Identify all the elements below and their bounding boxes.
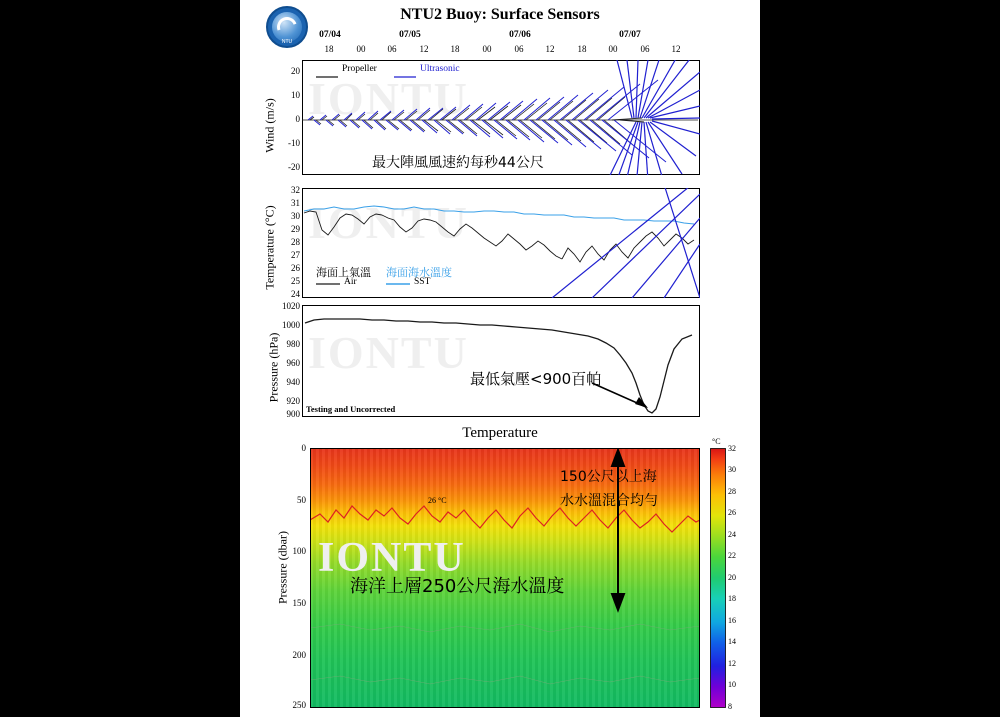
wind-ytick-0: 0 <box>295 114 300 124</box>
colorbar-tick-16: 16 <box>728 616 736 625</box>
hour-label-3: 12 <box>419 44 429 54</box>
wind-annotation: 最大陣風風速約每秒44公尺 <box>372 155 544 171</box>
pressure-annotation: 最低氣壓<900百帕 <box>470 370 602 388</box>
pressure-ytick-940: 940 <box>286 377 300 387</box>
wind-ytick-20: 20 <box>291 66 300 76</box>
temp-ytick-25: 25 <box>291 276 300 286</box>
colorbar-tick-32: 32 <box>728 444 736 453</box>
wind-legend-ultrasonic: Ultrasonic <box>420 64 460 74</box>
watermark-temp: IONTU <box>308 197 469 248</box>
logo-text: NTU <box>281 39 293 45</box>
contour-label-26c: 26 °C <box>428 496 447 505</box>
pressure-ytick-920: 920 <box>286 396 300 406</box>
date-label-1: 07/05 <box>399 30 421 40</box>
watermark-wind: IONTU <box>308 73 469 124</box>
hour-label-10: 06 <box>640 44 650 54</box>
ocean-ytick-200: 200 <box>292 650 306 660</box>
pressure-ytick-900: 900 <box>286 409 300 419</box>
colorbar-tick-12: 12 <box>728 659 736 668</box>
temp-ytick-26: 26 <box>291 263 300 273</box>
ocean-ytick-50: 50 <box>297 495 306 505</box>
ocean-ytick-250: 250 <box>292 700 306 710</box>
pressure-y-axis-label: Pressure (hPa) <box>266 332 281 403</box>
pressure-plot <box>302 305 700 417</box>
colorbar-tick-30: 30 <box>728 465 736 474</box>
colorbar <box>710 448 726 708</box>
temp-legend-air: Air <box>344 277 357 287</box>
colorbar-tick-24: 24 <box>728 530 736 539</box>
colorbar-tick-18: 18 <box>728 594 736 603</box>
figure-page <box>240 0 760 717</box>
colorbar-tick-28: 28 <box>728 487 736 496</box>
temp-ytick-29: 29 <box>291 224 300 234</box>
ocean-ytick-100: 100 <box>292 546 306 556</box>
wind-y-axis-label: Wind (m/s) <box>262 98 277 153</box>
temp-legend-sst-cjk: 海面海水溫度 <box>386 266 452 279</box>
hour-label-4: 18 <box>450 44 460 54</box>
hour-label-7: 12 <box>545 44 555 54</box>
hour-label-8: 18 <box>577 44 587 54</box>
page-title: NTU2 Buoy: Surface Sensors <box>400 6 600 23</box>
hour-label-11: 12 <box>671 44 681 54</box>
colorbar-tick-22: 22 <box>728 551 736 560</box>
ocean-ytick-150: 150 <box>292 598 306 608</box>
wind-ytick-10: 10 <box>291 90 300 100</box>
watermark-pressure: IONTU <box>308 327 469 378</box>
ocean-ytick-0: 0 <box>301 443 306 453</box>
temperature-legend <box>316 278 466 290</box>
ocean-annotation-main: 海洋上層250公尺海水溫度 <box>350 576 565 597</box>
colorbar-tick-14: 14 <box>728 637 736 646</box>
date-label-3: 07/07 <box>619 30 641 40</box>
hour-label-1: 00 <box>356 44 366 54</box>
temp-legend-air-cjk: 海面上氣溫 <box>316 266 371 279</box>
colorbar-tick-20: 20 <box>728 573 736 582</box>
colorbar-tick-10: 10 <box>728 680 736 689</box>
hour-label-0: 18 <box>324 44 334 54</box>
temp-ytick-27: 27 <box>291 250 300 260</box>
colorbar-tick-8: 8 <box>728 702 732 711</box>
date-label-0: 07/04 <box>319 30 341 40</box>
ocean-annotation-line2: 水水溫混合均勻 <box>560 493 658 509</box>
temperature-y-axis-label: Temperature (°C) <box>262 205 277 290</box>
ocean-profile-title: Temperature <box>462 425 538 441</box>
hour-label-6: 06 <box>514 44 524 54</box>
pressure-ytick-980: 980 <box>286 339 300 349</box>
temp-ytick-32: 32 <box>291 185 300 195</box>
colorbar-unit-label: °C <box>712 437 721 446</box>
wind-ytick-m20: -20 <box>288 162 300 172</box>
wind-ytick-m10: -10 <box>288 138 300 148</box>
temp-ytick-31: 31 <box>291 198 300 208</box>
wind-legend-propeller: Propeller <box>342 64 377 74</box>
temp-ytick-28: 28 <box>291 237 300 247</box>
ocean-annotation-line1: 150公尺以上海 <box>560 469 657 485</box>
date-label-2: 07/06 <box>509 30 531 40</box>
temp-ytick-24: 24 <box>291 289 300 299</box>
temp-ytick-30: 30 <box>291 211 300 221</box>
hour-label-9: 00 <box>608 44 618 54</box>
pressure-ytick-1020: 1020 <box>282 301 300 311</box>
pressure-ytick-1000: 1000 <box>282 320 300 330</box>
pressure-ytick-960: 960 <box>286 358 300 368</box>
hour-label-2: 06 <box>387 44 397 54</box>
temp-legend-sst: SST <box>414 277 431 287</box>
ocean-y-axis-label: Pressure (dbar) <box>275 531 290 604</box>
watermark-ocean: IONTU <box>318 535 466 581</box>
pressure-note: Testing and Uncorrected <box>306 404 396 414</box>
hour-label-5: 00 <box>482 44 492 54</box>
colorbar-tick-26: 26 <box>728 508 736 517</box>
